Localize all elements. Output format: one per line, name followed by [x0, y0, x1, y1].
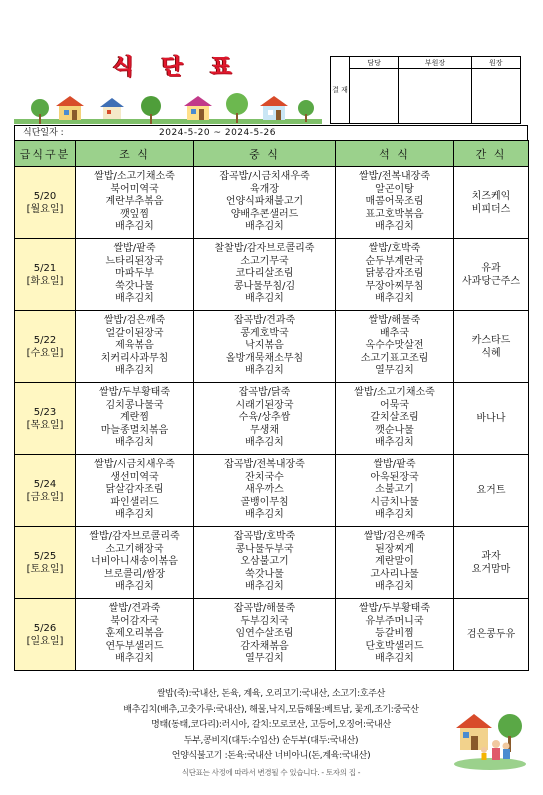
menu-item: 쌀밥/검은깨죽: [103, 315, 166, 327]
dinner-cell: [336, 455, 454, 527]
dinner-cell: [336, 599, 454, 671]
houses-illustration: [14, 88, 322, 124]
menu-item: 치커리사과무침: [100, 352, 169, 364]
menu-item: 소고기표고조림: [360, 352, 429, 364]
approval-header-staff: 담당: [350, 57, 399, 69]
snack-cell: [454, 239, 529, 311]
menu-item: 쑥갓나물: [115, 280, 154, 292]
snack-cell: [454, 167, 529, 239]
menu-item: 쌀밥/호박죽: [368, 243, 421, 255]
menu-item: 잡곡밥/견과죽: [233, 315, 296, 327]
menu-item: 알곤이탕: [375, 183, 414, 195]
menu-item: 쌀밥/팥죽: [373, 459, 416, 471]
menu-item: 마파두부: [115, 268, 154, 280]
lunch-cell: [194, 599, 336, 671]
menu-item: 북어미역국: [110, 183, 159, 195]
column-header-category: 급식구분: [15, 141, 76, 167]
family-illustration: [452, 708, 527, 770]
snack-item: 검은콩두유: [466, 629, 516, 640]
menu-item: 쌀밥/검은깨죽: [363, 531, 426, 543]
menu-item: 올방개묵채소무침: [225, 352, 304, 364]
day-date: 5/20: [33, 190, 57, 202]
lunch-cell: [194, 455, 336, 527]
snack-item: 비피더스: [471, 203, 511, 215]
menu-item: 오삼불고기: [240, 556, 289, 568]
menu-item: 쌀밥/견과죽: [108, 603, 161, 615]
snack-cell: [454, 527, 529, 599]
menu-item: 쌀밥/감자브로콜리죽: [89, 531, 180, 543]
menu-item: 콩게호박국: [240, 327, 289, 339]
origin-note: 배추김치(배추,고춧가루:국내산), 해물,낙지,모듬해물:베트남, 꽃게,조기:중국산: [123, 704, 419, 715]
approval-box: [330, 56, 521, 124]
menu-item: 배추김치: [245, 509, 284, 521]
lunch-cell: [194, 311, 336, 383]
menu-item: 쌀밥/시금치새우죽: [94, 459, 175, 471]
menu-item: 열무김치: [245, 653, 284, 665]
lunch-cell: [194, 527, 336, 599]
snack-item: 사과당근주스: [462, 275, 520, 287]
menu-item: 단호박샐러드: [365, 640, 424, 652]
dinner-cell: [336, 383, 454, 455]
menu-item: 옥수수맛살전: [365, 340, 424, 352]
menu-item: 배추김치: [115, 509, 154, 521]
snack-item: 카스타드: [471, 334, 511, 346]
menu-item: 계란찜: [120, 412, 149, 424]
menu-item: 육개장: [250, 183, 279, 195]
menu-item: 무장아찌무침: [365, 280, 424, 292]
menu-item: 배추김치: [245, 221, 284, 233]
menu-item: 두부김치국: [240, 615, 289, 627]
menu-item: 쌀밥/두부황태죽: [99, 387, 170, 399]
menu-item: 제육볶음: [115, 340, 154, 352]
menu-item: 잡곡밥/전복내장죽: [224, 459, 305, 471]
snack-item: 유과: [481, 262, 501, 274]
menu-item: 배추김치: [245, 293, 284, 305]
snack-item: 식혜: [481, 347, 501, 359]
menu-item: 배추김치: [115, 365, 154, 377]
signature-box-staff: [350, 69, 399, 124]
menu-item: 콩나물두부국: [235, 543, 294, 555]
menu-item: 매콤어묵조림: [365, 196, 424, 208]
snack-item: 치즈케익: [471, 190, 511, 202]
menu-item: 고사리나물: [370, 568, 419, 580]
menu-item: 배추김치: [245, 437, 284, 449]
breakfast-cell: [76, 527, 194, 599]
menu-item: 갈치살조림: [370, 412, 419, 424]
menu-item: 배추김치: [115, 293, 154, 305]
approval-label: 결 재: [331, 57, 350, 124]
menu-item: 김치콩나물국: [105, 399, 164, 411]
menu-item: 소불고기: [375, 484, 414, 496]
menu-item: 쌀밥/소고기채소죽: [94, 171, 175, 183]
menu-item: 배추국: [380, 327, 409, 339]
menu-item: 배추김치: [115, 653, 154, 665]
signature-box-director: [471, 69, 520, 124]
menu-row: [15, 239, 529, 311]
breakfast-cell: [76, 599, 194, 671]
column-header-lunch: 중 식: [194, 141, 336, 167]
footer-note: 식단표는 사정에 따라서 변경될 수 있습니다. - 토자의 집 -: [181, 767, 361, 777]
dinner-cell: [336, 527, 454, 599]
menu-item: 훈제오리볶음: [105, 628, 164, 640]
menu-item: 낙지볶음: [245, 340, 284, 352]
day-cell: [15, 239, 76, 311]
menu-item: 시래기된장국: [235, 399, 294, 411]
day-weekday: [월요일]: [26, 203, 64, 215]
day-cell: [15, 167, 76, 239]
origin-note: 두부,콩비지(대두:수입산) 순두부(대두:국내산): [183, 735, 359, 746]
menu-item: 콩나물무침/김: [233, 280, 296, 292]
day-weekday: [목요일]: [26, 419, 64, 431]
menu-item: 쌀밥/해물죽: [368, 315, 421, 327]
menu-item: 계란부추볶음: [105, 196, 164, 208]
origin-notes: [14, 687, 528, 780]
day-date: 5/24: [33, 478, 57, 490]
menu-item: 잡곡밥/호박죽: [233, 531, 296, 543]
menu-item: 배추김치: [115, 221, 154, 233]
signature-box-vice-director: [399, 69, 471, 124]
period-bar: [14, 125, 528, 140]
menu-item: 열무김치: [375, 365, 414, 377]
menu-item: 유부주머니국: [365, 615, 424, 627]
menu-item: 느타리된장국: [105, 255, 164, 267]
dinner-cell: [336, 167, 454, 239]
page-title: 식 단 표: [112, 55, 242, 80]
menu-item: 배추김치: [245, 365, 284, 377]
snack-cell: [454, 455, 529, 527]
dinner-cell: [336, 239, 454, 311]
menu-item: 쑥갓나물: [245, 568, 284, 580]
menu-row: [15, 527, 529, 599]
menu-item: 잡곡밥/시금치새우죽: [219, 171, 310, 183]
menu-item: 깻순나물: [375, 424, 414, 436]
menu-item: 찰찰밥/감자브로콜리죽: [214, 243, 315, 255]
day-weekday: [토요일]: [26, 563, 64, 575]
period-label: 식단일자 :: [23, 128, 64, 138]
menu-item: 배추김치: [375, 509, 414, 521]
menu-item: 계란말이: [375, 556, 414, 568]
menu-item: 코다리살조림: [235, 268, 294, 280]
menu-table: [14, 140, 529, 671]
menu-item: 닭살감자조림: [105, 484, 164, 496]
menu-item: 소고기해장국: [105, 543, 164, 555]
menu-item: 배추김치: [375, 437, 414, 449]
day-cell: [15, 527, 76, 599]
menu-item: 쌀밥/두부황태죽: [359, 603, 430, 615]
menu-item: 배추김치: [115, 581, 154, 593]
dinner-cell: [336, 311, 454, 383]
menu-row: [15, 167, 529, 239]
column-header-dinner: 석 식: [336, 141, 454, 167]
origin-note: 언양식불고기 :돈육:국내산 너비아니(돈,계육:국내산): [171, 751, 371, 761]
lunch-cell: [194, 239, 336, 311]
period-value: 2024-5-20 ~ 2024-5-26: [159, 128, 276, 138]
snack-cell: [454, 311, 529, 383]
snack-item: 요거맘마: [471, 563, 511, 575]
menu-header-row: [15, 141, 529, 167]
menu-item: 감자채볶음: [240, 640, 289, 652]
day-cell: [15, 455, 76, 527]
menu-item: 쌀밥/소고기채소죽: [354, 387, 435, 399]
breakfast-cell: [76, 455, 194, 527]
lunch-cell: [194, 383, 336, 455]
day-date: 5/26: [33, 622, 57, 634]
menu-item: 쌀밥/팥죽: [113, 243, 156, 255]
menu-item: 순두부계란국: [365, 255, 424, 267]
day-weekday: [금요일]: [26, 491, 64, 503]
menu-row: [15, 311, 529, 383]
snack-item: 바나나: [476, 413, 506, 424]
menu-item: 배추김치: [375, 581, 414, 593]
snack-item: 요거트: [476, 485, 506, 496]
menu-row: [15, 383, 529, 455]
menu-item: 북어감자국: [110, 615, 159, 627]
breakfast-cell: [76, 311, 194, 383]
menu-item: 얼갈이된장국: [105, 327, 164, 339]
menu-item: 양배추콘샐러드: [230, 208, 299, 220]
menu-item: 마늘종멸치볶음: [100, 424, 169, 436]
menu-item: 표고호박볶음: [365, 208, 424, 220]
day-cell: [15, 311, 76, 383]
approval-header-director: 원장: [471, 57, 520, 69]
menu-item: 배추김치: [375, 293, 414, 305]
menu-item: 무생채: [250, 424, 279, 436]
origin-note: 명태(동태,코다리):러시아, 갈치:모로코산, 고등어,오징어:국내산: [151, 720, 391, 730]
origin-note: 쌀밥(죽):국내산, 돈육, 계육, 오리고기:국내산, 소고기:호주산: [156, 689, 386, 699]
day-date: 5/23: [33, 406, 57, 418]
menu-row: [15, 455, 529, 527]
day-weekday: [일요일]: [26, 635, 64, 647]
menu-item: 새우까스: [245, 484, 284, 496]
menu-item: 등갈비찜: [375, 628, 414, 640]
column-header-breakfast: 조 식: [76, 141, 194, 167]
menu-item: 깻잎찜: [120, 208, 149, 220]
menu-item: 수육/상추쌈: [238, 412, 291, 424]
snack-cell: [454, 383, 529, 455]
menu-item: 잡곡밥/해물죽: [233, 603, 296, 615]
day-cell: [15, 599, 76, 671]
menu-row: [15, 599, 529, 671]
approval-header-vice-director: 부원장: [399, 57, 471, 69]
breakfast-cell: [76, 167, 194, 239]
day-date: 5/22: [33, 334, 57, 346]
menu-item: 골뱅이무침: [240, 496, 289, 508]
menu-item: 배추김치: [115, 437, 154, 449]
menu-item: 소고기무국: [240, 255, 289, 267]
snack-cell: [454, 599, 529, 671]
menu-item: 너비아니새송이볶음: [91, 556, 178, 568]
menu-item: 브로콜리/쌈장: [103, 568, 166, 580]
menu-item: 어묵국: [380, 399, 409, 411]
menu-item: 언양식파채불고기: [225, 196, 304, 208]
menu-item: 임연수살조림: [235, 628, 294, 640]
menu-item: 닭봉감자조림: [365, 268, 424, 280]
column-header-snack: 간 식: [454, 141, 529, 167]
snack-item: 과자: [481, 550, 501, 562]
menu-item: 연두부샐러드: [105, 640, 164, 652]
menu-item: 시금치나물: [370, 496, 419, 508]
day-date: 5/25: [33, 550, 57, 562]
menu-item: 배추김치: [375, 221, 414, 233]
menu-item: 아욱된장국: [370, 471, 419, 483]
menu-item: 된장찌게: [375, 543, 414, 555]
menu-item: 배추김치: [245, 581, 284, 593]
day-weekday: [수요일]: [26, 347, 64, 359]
day-date: 5/21: [33, 262, 57, 274]
menu-item: 생선미역국: [110, 471, 159, 483]
day-weekday: [화요일]: [26, 275, 64, 287]
lunch-cell: [194, 167, 336, 239]
menu-item: 잡곡밥/닭죽: [238, 387, 291, 399]
menu-item: 쌀밥/전복내장죽: [359, 171, 430, 183]
menu-item: 배추김치: [375, 653, 414, 665]
menu-item: 파인샐러드: [110, 496, 159, 508]
day-cell: [15, 383, 76, 455]
breakfast-cell: [76, 383, 194, 455]
menu-item: 잔치국수: [245, 471, 284, 483]
breakfast-cell: [76, 239, 194, 311]
